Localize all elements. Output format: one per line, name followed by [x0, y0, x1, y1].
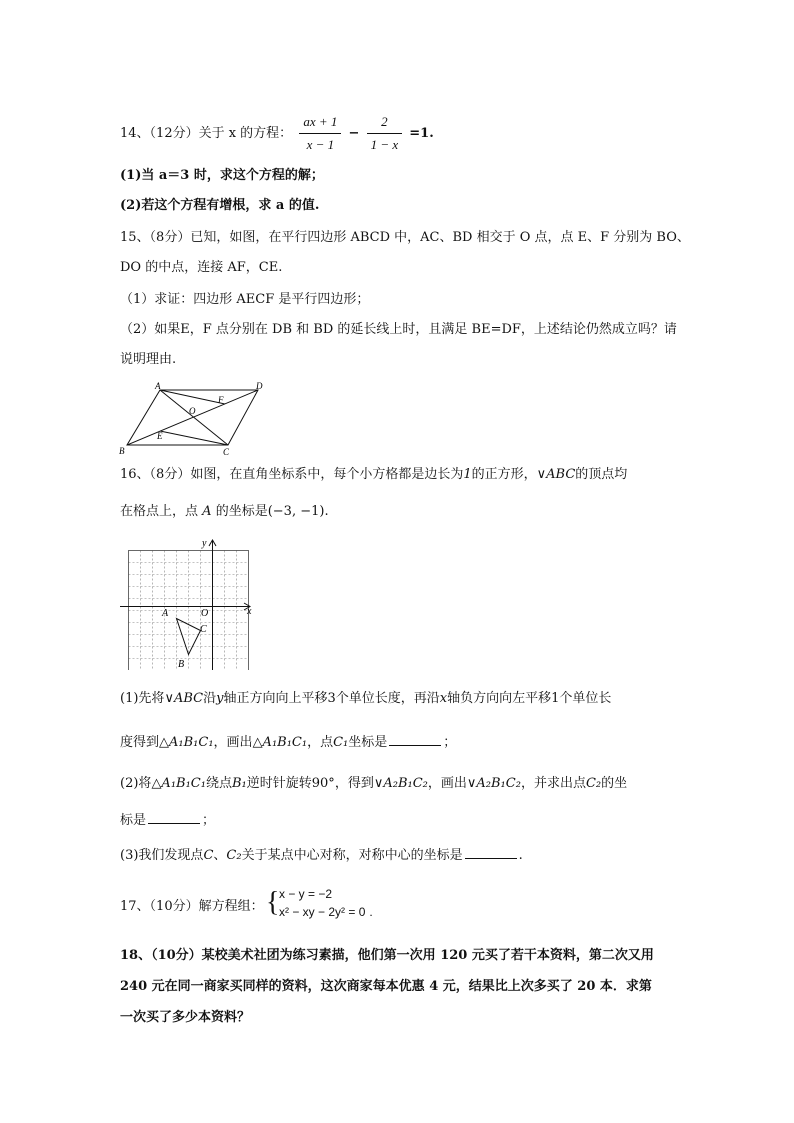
q16-p2-b1: B₁	[231, 776, 247, 791]
q16-part2-line2	[120, 811, 215, 830]
q16-p1-triangle-a1b1c1-2: △A₁B₁C₁	[252, 735, 308, 750]
q16-p2-c2: C₂	[585, 776, 602, 791]
q17-equation-2-text: x² − xy − 2y² = 0	[279, 905, 366, 919]
label-a: A	[155, 381, 161, 391]
q14-frac1-denominator: x − 1	[306, 137, 335, 152]
q15-line4: （2）如果E，F 点分别在 DB 和 BD 的延长线上时，且满足 BE=DF，上述结论仍然成立吗？请	[120, 322, 677, 337]
q16-p3-c: C	[203, 848, 214, 863]
q16-p3-text-f: 关于某点中心对称，对称中心的坐标是	[241, 848, 463, 863]
q16-p1-text-g: 轴负方向向左平移	[447, 691, 552, 706]
q15-line1: 15、（8分）已知，如图，在平行四边形 ABCD 中，AC、BD 相交于 O 点，点 E、F 分别为 BO、	[120, 230, 690, 245]
q16-p1-triangle: ∨ABC	[164, 691, 204, 706]
q16-p3-text-b: 我们发现点	[138, 848, 204, 863]
q16-p3-c2: C₂	[226, 848, 242, 863]
grid-label-c: C	[200, 624, 207, 635]
axis-label-y: y	[202, 538, 207, 549]
q16-p3-comma: 、	[213, 848, 227, 863]
q16-triangle-abc: ∨ABC	[536, 467, 576, 482]
q16-p1-text-d: 沿	[203, 691, 217, 706]
q16-point-a: A	[202, 504, 212, 519]
q16-p3-dot: .	[518, 848, 523, 863]
q16-part2-line1	[120, 775, 627, 793]
label-d: D	[256, 381, 263, 391]
answer-blank-c1[interactable]	[389, 733, 441, 746]
q16-p2-text-o: 标是	[120, 813, 147, 828]
q17-prefix: 17、（10分）解方程组：	[120, 899, 264, 914]
q16-p1-text-i: 度得到	[120, 735, 160, 750]
answer-blank-c2[interactable]	[148, 811, 200, 824]
q16-p2-triangle: △A₁B₁C₁	[151, 776, 206, 791]
q17-line	[120, 898, 264, 916]
grid-label-b: B	[178, 659, 185, 670]
q16-p1-c1: C₁	[333, 735, 349, 750]
label-b: B	[119, 446, 125, 456]
segment-af	[160, 390, 225, 404]
q16-dot: .	[324, 504, 329, 519]
q16-p1-semicolon: ；	[443, 735, 457, 750]
diagonal-bd	[127, 390, 258, 445]
q16-p2-angle: 90°	[311, 776, 335, 791]
q14-prefix: 14、（12分）关于 x 的方程：	[120, 126, 293, 141]
q16-p1-text-k: ，画出	[213, 735, 253, 750]
q18-line1: 18、（10分）某校美术社团为练习素描，他们第一次用 120 元买了若干本资料，第二次又用	[120, 948, 654, 963]
q14-frac1-numerator: ax + 1	[299, 113, 341, 134]
q16-part3	[120, 846, 523, 865]
coordinate-grid-figure	[120, 536, 260, 670]
q17-equation-1: x − y = −2	[279, 887, 333, 901]
q16-p2-triangle-a2b1c2-2: ∨A₂B₁C₂	[466, 776, 521, 791]
q14-equation-line	[120, 113, 434, 154]
q16-p1-text-m: ，点	[307, 735, 334, 750]
q16-p1-one: 1	[551, 691, 560, 706]
q16-part1-line1	[120, 690, 611, 708]
origin-label: O	[201, 608, 209, 619]
answer-blank-center[interactable]	[465, 846, 517, 859]
q14-equals: =1.	[409, 126, 434, 141]
q18-line2: 240 元在同一商家买同样的资料，这次商家每本优惠 4 元，结果比上次多买了 20 本．求第	[120, 979, 652, 994]
q16-part1-line2	[120, 733, 456, 752]
q16-p1-number: (1)	[120, 691, 139, 706]
label-e: E	[157, 431, 163, 441]
q15-line3: （1）求证：四边形 AECF 是平行四边形；	[120, 292, 370, 307]
q16-text-1c: 的顶点均	[575, 467, 628, 482]
q16-line1	[120, 466, 627, 484]
q16-p1-x: x	[439, 691, 448, 706]
q16-p1-text-b: 先将	[138, 691, 165, 706]
q16-line2	[120, 503, 329, 521]
q16-coordinate: (−3, −1)	[267, 504, 325, 519]
q16-text-1a: 16、（8分）如图，在直角坐标系中，每个小方格都是边长为	[120, 467, 464, 482]
q15-line5: 说明理由.	[120, 352, 177, 367]
q16-p2-text-b: 将	[138, 776, 152, 791]
parallelogram-figure	[115, 380, 275, 458]
q16-p2-number: (2)	[120, 776, 139, 791]
q14-part2: (2)若这个方程有增根，求 a 的值.	[120, 198, 320, 213]
q14-fraction-2	[367, 113, 403, 154]
q17-equation-2	[279, 905, 373, 919]
q14-minus: −	[348, 126, 360, 141]
q16-p1-text-f: 个单位长度，再沿	[335, 691, 440, 706]
q14-frac2-denominator: 1 − x	[370, 137, 399, 152]
q16-p2-semicolon: ；	[202, 813, 216, 828]
q17-dot: .	[369, 905, 373, 919]
label-c: C	[223, 447, 230, 457]
q16-p1-triangle-a1b1c1: △A₁B₁C₁	[159, 735, 214, 750]
q16-p2-text-h: ，得到	[334, 776, 374, 791]
q16-text-2a: 在格点上，点	[120, 504, 199, 519]
q17-system-brace: {	[266, 887, 280, 918]
segment-ce	[160, 431, 228, 445]
q18-line3: 一次买了多少本资料？	[120, 1010, 251, 1025]
q16-p2-text-l: ，并求出点	[520, 776, 586, 791]
q16-p1-text-h: 个单位长	[559, 691, 612, 706]
q16-p1-three: 3	[327, 691, 336, 706]
q16-one: 1	[463, 467, 472, 482]
q16-p1-text-o: 坐标是	[348, 735, 388, 750]
q16-p2-text-f: 逆时针旋转	[246, 776, 312, 791]
q16-text-1b: 的正方形，	[471, 467, 537, 482]
q16-p2-text-j: ，画出	[427, 776, 467, 791]
q16-p3-number: (3)	[120, 848, 139, 863]
q16-text-2b: 的坐标是	[215, 504, 268, 519]
q14-frac2-numerator: 2	[367, 113, 403, 134]
q14-fraction-1	[299, 113, 341, 154]
grid-label-a: A	[162, 608, 169, 619]
q16-p2-triangle-a2b1c2: ∨A₂B₁C₂	[373, 776, 428, 791]
q16-p1-y: y	[216, 691, 224, 706]
label-o: O	[189, 406, 196, 416]
q14-part1: (1)当 a＝3 时，求这个方程的解；	[120, 168, 324, 183]
q16-p2-text-n: 的坐	[601, 776, 628, 791]
axis-label-x: x	[247, 606, 252, 617]
label-f: F	[218, 395, 224, 405]
q16-p2-text-d: 绕点	[205, 776, 232, 791]
q15-line2: DO 的中点，连接 AF，CE.	[120, 260, 283, 275]
q16-p1-text-e: 轴正方向向上平移	[223, 691, 328, 706]
